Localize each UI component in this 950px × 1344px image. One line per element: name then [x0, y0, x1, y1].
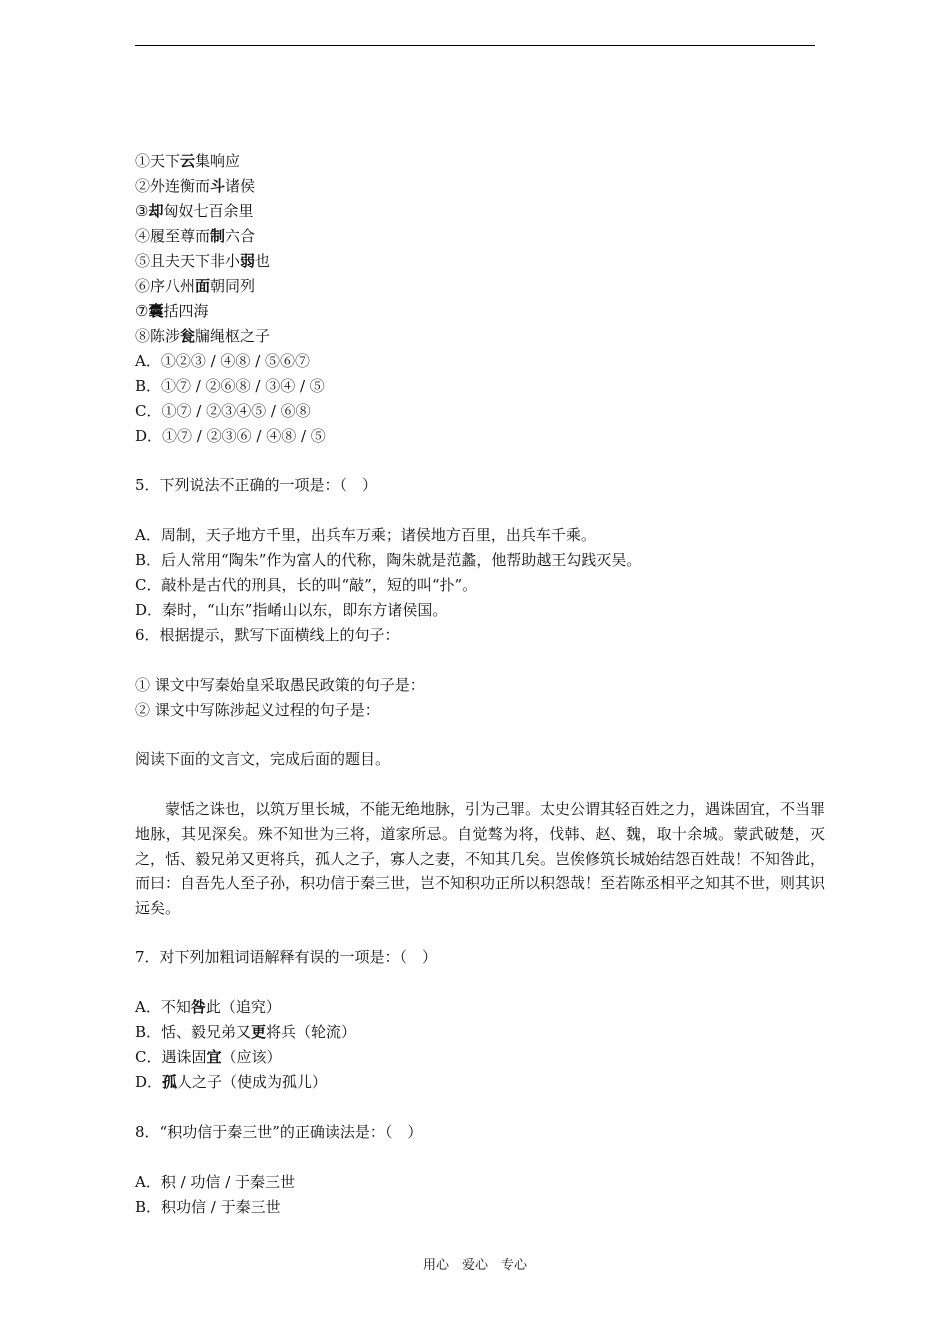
q6-item-2: ② 课文中写陈涉起义过程的句子是： — [135, 701, 380, 719]
bold-word: 囊 — [148, 302, 164, 320]
q4-option-b: B．①⑦ / ②⑥⑧ / ③④ / ⑤ — [135, 377, 325, 395]
bold-word: 制 — [210, 227, 226, 245]
list-item: ④履至尊而制六合 — [135, 227, 256, 245]
header-rule — [135, 45, 815, 46]
q7-option-a: A．不知咎此（追究） — [135, 998, 281, 1016]
bold-word: 咎 — [190, 998, 206, 1016]
q6-stem: 6．根据提示，默写下面横线上的句子： — [135, 626, 400, 644]
list-item: ⑤且夫天下非小弱也 — [135, 252, 271, 270]
bold-word: 却 — [148, 202, 164, 220]
classical-passage: 蒙恬之诛也，以筑万里长城，不能无绝地脉，引为己罪。太史公谓其轻百姓之力，遇诛固宜，不当罪地脉，其见深矣。殊不知世为三将，道家所忌。自觉骜为将，伐韩、赵、魏，取十余城。蒙武破楚，灭之，恬、毅兄弟又更将兵，孤人之子，寡人之妻，不知其几矣。岂俟修筑长城始结怨百姓哉！不知咎此，而曰：自吾先人至子孙，积功信于秦三世，岂不知积功正所以积怨哉！至若陈丞相平之知其不世，则其识远矣。 — [135, 800, 826, 917]
q8-stem: 8．“积功信于秦三世”的正确读法是：（ ） — [135, 1123, 423, 1141]
q4-option-d: D．①⑦ / ②③⑥ / ④⑧ / ⑤ — [135, 427, 326, 445]
page-footer: 用心 爱心 专心 — [422, 1258, 527, 1273]
q5-stem: 5．下列说法不正确的一项是：（ ） — [135, 476, 378, 494]
q4-option-a: A．①②③ / ④⑧ / ⑤⑥⑦ — [135, 352, 311, 370]
q4-option-c: C．①⑦ / ②③④⑤ / ⑥⑧ — [135, 402, 311, 420]
bold-word: 瓮 — [180, 327, 196, 345]
list-item: ⑥序八州面朝同列 — [135, 277, 256, 295]
q5-option-b: B．后人常用“陶朱”作为富人的代称，陶朱就是范蠡，他帮助越王勾践灭吴。 — [135, 551, 642, 569]
bold-word: 面 — [195, 277, 211, 295]
bold-word: 更 — [251, 1023, 267, 1041]
list-item: ③却匈奴七百余里 — [135, 202, 254, 220]
q5-option-d: D．秦时，“山东”指崤山以东，即东方诸侯国。 — [135, 601, 448, 619]
bold-word: 弱 — [240, 252, 256, 270]
bold-word: 孤 — [162, 1073, 178, 1091]
q7-stem: 7．对下列加粗词语解释有误的一项是：（ ） — [135, 948, 438, 966]
list-item: ⑦囊括四海 — [135, 302, 209, 320]
q8-option-a: A．积 / 功信 / 于秦三世 — [135, 1173, 296, 1191]
q8-option-b: B．积功信 / 于秦三世 — [135, 1198, 281, 1216]
reading-intro: 阅读下面的文言文，完成后面的题目。 — [135, 750, 391, 768]
q6-item-1: ① 课文中写秦始皇采取愚民政策的句子是： — [135, 676, 425, 694]
bold-word: 宜 — [206, 1048, 222, 1066]
q7-option-b: B．恬、毅兄弟又更将兵（轮流） — [135, 1023, 357, 1041]
list-item: ⑧陈涉瓮牖绳枢之子 — [135, 327, 271, 345]
list-item: ①天下云集响应 — [135, 152, 241, 170]
q5-option-a: A．周制，天子地方千里，出兵车万乘；诸侯地方百里，出兵车千乘。 — [135, 526, 596, 544]
q7-option-c: C．遇诛固宜（应该） — [135, 1048, 282, 1066]
q7-option-d: D．孤人之子（使成为孤儿） — [135, 1073, 328, 1091]
list-item: ②外连衡而斗诸侯 — [135, 177, 256, 195]
q5-option-c: C．敲朴是古代的刑具，长的叫“敲”，短的叫“扑”。 — [135, 576, 478, 594]
bold-word: 云 — [180, 152, 196, 170]
bold-word: 斗 — [210, 177, 226, 195]
